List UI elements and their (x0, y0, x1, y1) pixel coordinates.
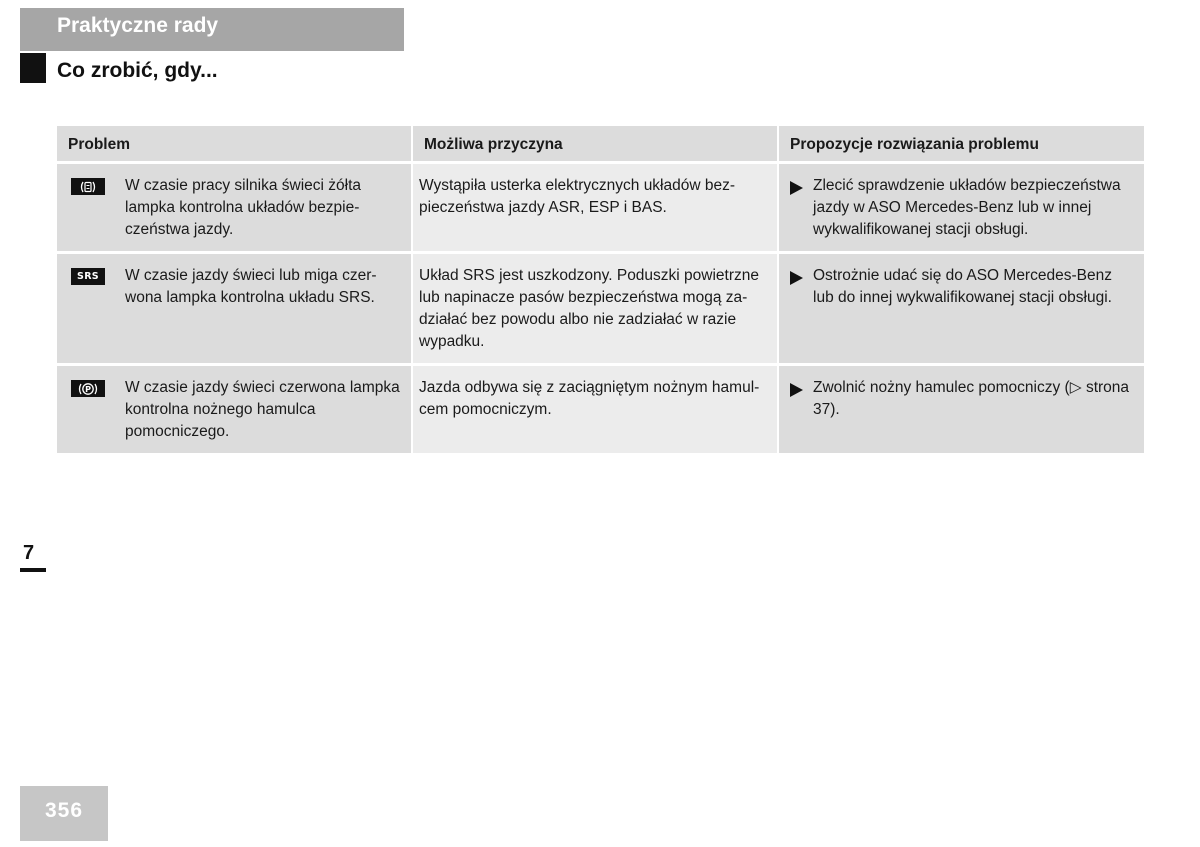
solution-text: Ostrożnie udać się do ASO Mercedes-Benz lub do innej wykwalifikowanej stacji obsługi. (813, 267, 1112, 306)
section-marker (20, 53, 46, 83)
arrow-right-icon (790, 270, 806, 292)
parking-brake-lamp-icon (71, 380, 105, 397)
problem-cell (57, 366, 411, 453)
header-cause: Możliwa przyczyna (411, 126, 777, 164)
problem-text: W czasie pracy silnika świeci żółta lampka kontrolna układów bezpie-czeństwa jazdy. (125, 177, 362, 238)
section-header: Praktyczne rady (20, 8, 404, 51)
srs-lamp-label: SRS (77, 270, 99, 282)
solution-cell (777, 366, 1144, 453)
problem-cell (57, 164, 411, 254)
solution-text: Zlecić sprawdzenie układów bezpieczeństwa jazdy w ASO Mercedes-Benz lub w innej wykwalifikowanej stacji obsługi. (813, 177, 1121, 238)
solution-cell (777, 164, 1144, 254)
chapter-tab: 7 (20, 538, 46, 572)
arrow-right-icon (790, 382, 806, 404)
table-header-row (57, 126, 1144, 164)
cause-cell: Wystąpiła usterka elektrycznych układów bez-pieczeństwa jazdy ASR, ESP i BAS. (411, 164, 777, 254)
table-row (57, 366, 1144, 453)
arrow-right-icon (790, 180, 806, 202)
header-solution: Propozycje rozwiązania problemu (777, 126, 1144, 164)
table-row (57, 164, 1144, 254)
troubleshooting-table (57, 126, 1144, 453)
esp-warning-lamp-icon (71, 178, 105, 195)
page-number: 356 (20, 786, 108, 841)
svg-text:P: P (85, 384, 91, 394)
problem-cell (57, 254, 411, 366)
solution-cell (777, 254, 1144, 366)
problem-text: W czasie jazdy świeci czerwona lampka kontrolna nożnego hamulca pomocniczego. (125, 379, 400, 440)
problem-text: W czasie jazdy świeci lub miga czer-wona lampka kontrolna układu SRS. (125, 267, 377, 306)
page-title: Co zrobić, gdy... (57, 59, 218, 82)
solution-text: Zwolnić nożny hamulec pomocniczy (▷ strona 37). (813, 379, 1130, 418)
srs-warning-lamp-icon (71, 268, 105, 285)
table-row (57, 254, 1144, 366)
cause-cell: Układ SRS jest uszkodzony. Poduszki powietrzne lub napinacze pasów bezpieczeństwa mogą za-działać bez powodu albo nie zadziałać w razie wypadku. (411, 254, 777, 366)
header-problem: Problem (57, 126, 411, 164)
cause-cell: Jazda odbywa się z zaciągniętym nożnym hamul-cem pomocniczym. (411, 366, 777, 453)
